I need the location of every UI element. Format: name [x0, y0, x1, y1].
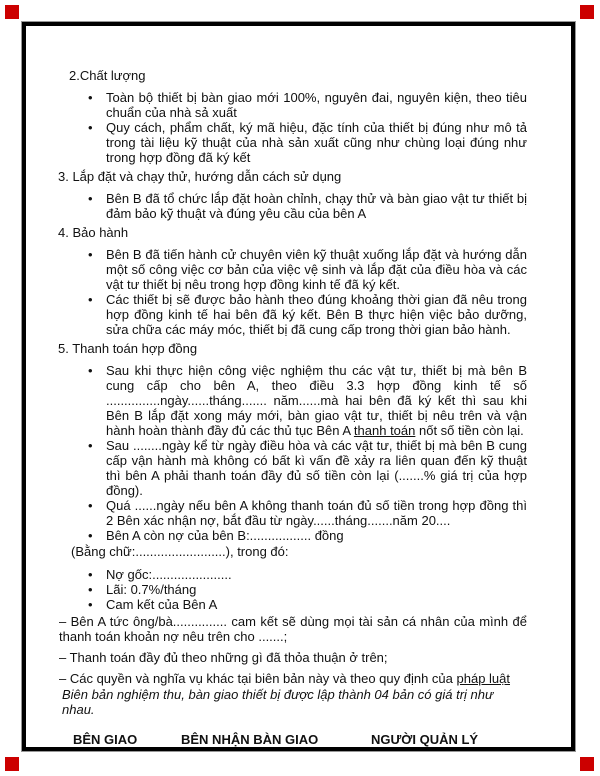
underlined-phrase-phap-luat: pháp luật	[456, 671, 510, 686]
payment-bullet-list	[69, 363, 527, 543]
corner-marker-top-right	[580, 5, 594, 19]
section-heading-warranty: 4. Bảo hành	[58, 225, 129, 240]
commitment-line-2: – Thanh toán đầy đủ theo những gì đã thỏa thuận ở trên;	[59, 650, 388, 665]
signature-label-giver: BÊN GIAO	[73, 732, 138, 747]
warranty-bullet-list	[69, 247, 527, 337]
list-item: • Bên A còn nợ của bên B:................. đồng	[69, 528, 527, 543]
signature-row	[69, 732, 527, 752]
closing-note: Biên bản nghiệm thu, bàn giao thiết bị được lập thành 04 bản có giá trị như nhau.	[62, 687, 494, 717]
debt-bullet-list	[69, 567, 527, 612]
signature-label-manager: NGƯỜI QUẢN LÝ	[371, 732, 479, 747]
installation-bullet-list	[69, 191, 527, 221]
list-item: • Các thiết bị sẽ được bảo hành theo đúng khoảng thời gian đã nêu trong hợp đồng kinh tế hai bên đã ký kết. Bên B thực hiện việc bảo dưỡng, sửa chữa các máy móc, thiết bị đã cung cấp trong thời gian bảo hành.	[69, 292, 527, 337]
payment-text-end: nốt số tiền còn lại.	[415, 423, 524, 438]
list-item: • Quy cách, phẩm chất, ký mã hiệu, đặc tính của thiết bị đúng như mô tả trong tài liệu kỹ thuật của nhà sản xuất cũng như chùng loại đúng như trong hợp đồng đã ký kết	[69, 120, 527, 165]
amount-in-words-line: (Bằng chữ:.........................), trong đó:	[71, 544, 289, 559]
page-border	[22, 22, 575, 751]
list-item: • Bên B đã tổ chức lắp đặt hoàn chỉnh, chạy thử và bàn giao vật tư thiết bị đảm bảo kỹ thuật và đúng yêu cầu của bên A	[69, 191, 527, 221]
document-content	[26, 26, 571, 747]
section-heading-payment: 5. Thanh toán hợp đồng	[58, 341, 198, 356]
corner-marker-top-left	[5, 5, 19, 19]
signature-label-receiver: BÊN NHẬN BÀN GIAO	[181, 732, 319, 747]
list-item: • Nợ gốc:......................	[69, 567, 527, 582]
quality-bullet-list	[69, 90, 527, 165]
section-heading-quality: 2.Chất lượng	[69, 68, 146, 83]
commitment-text: – Các quyền và nghĩa vụ khác tại biên bản này và theo quy định của	[59, 671, 457, 686]
corner-marker-bottom-right	[580, 757, 594, 771]
payment-text: Sau khi thực hiện công việc nghiệm thu các vật tư, thiết bị mà bên B cung cấp cho bên A, theo điều 3.3 hợp đồng kinh tế số ...............ngày......tháng....... năm......mà hai bên đã ký kết thì sau khi Bên B lắp đặt xong máy mới, bàn giao vật tư, thiết bị nêu trên và vận hành hoàn thành đầy đủ các thủ tục Bên A	[106, 363, 527, 438]
list-item: • Toàn bộ thiết bị bàn giao mới 100%, nguyên đai, nguyên kiện, theo tiêu chuẩn của nhà sả xuất	[69, 90, 527, 120]
section-heading-installation: 3. Lắp đặt và chạy thử, hướng dẫn cách sử dụng	[58, 169, 342, 184]
corner-marker-bottom-left	[5, 757, 19, 771]
commitment-line-1: – Bên A tức ông/bà............... cam kết sẽ dùng mọi tài sản cá nhân của mình để thanh toán khoản nợ nêu trên cho .......;	[59, 614, 527, 644]
list-item: • Cam kết của Bên A	[69, 597, 527, 612]
commitment-line-3	[59, 671, 527, 686]
list-item: • Sau ........ngày kể từ ngày điều hòa và các vật tư, thiết bị mà bên B cung cấp vận hành mà không có bất kì vấn đề xảy ra liên quan đến kỹ thuật thì bên A phải thanh toán đầy đủ số tiền còn lại (.......% giá trị của hợp đồng).	[69, 438, 527, 498]
list-item: • Lãi: 0.7%/tháng	[69, 582, 527, 597]
list-item	[69, 363, 527, 438]
list-item: • Quá ......ngày nếu bên A không thanh toán đủ số tiền trong hợp đồng thì 2 Bên xác nhận nợ, bắt đầu từ ngày......tháng.......năm 20....	[69, 498, 527, 528]
underlined-phrase-thanh-toan: thanh toán	[353, 423, 416, 438]
list-item: • Bên B đã tiến hành cử chuyên viên kỹ thuật xuống lắp đặt và hướng dẫn một số công việc cơ bản của việc vệ sinh và lắp đặt của điều hòa và các vật tư thiết bị nêu trong hợp đồng kinh tế đã ký kết.	[69, 247, 527, 292]
